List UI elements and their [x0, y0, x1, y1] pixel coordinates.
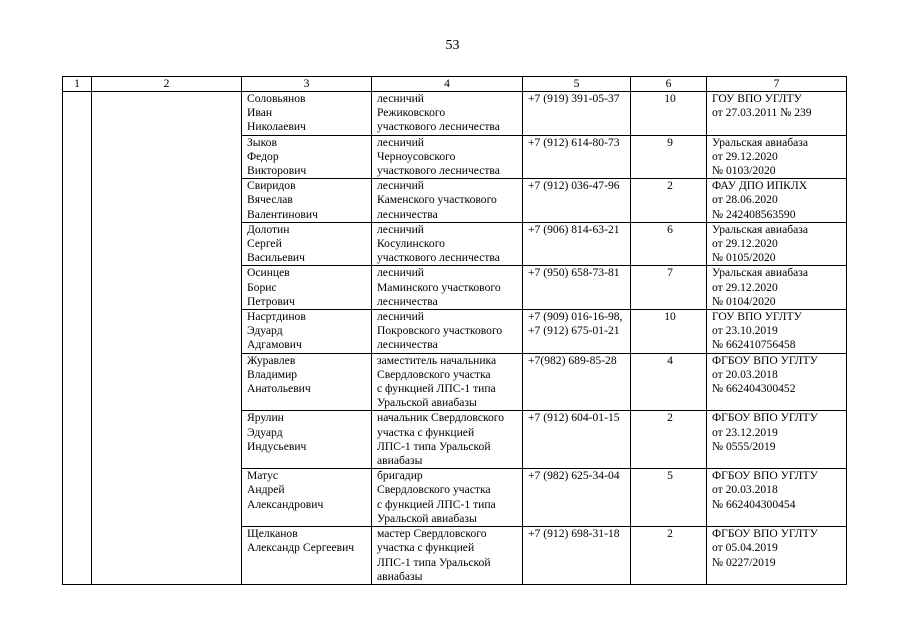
- employee-name-line: Анатольевич: [247, 382, 311, 396]
- employee-phone-line: +7 (982) 625-34-04: [528, 469, 620, 483]
- employee-hours-cell: 10: [631, 310, 707, 354]
- table-row: [63, 92, 847, 136]
- employee-name-cell: [242, 179, 372, 223]
- employee-training-line: № 242408563590: [712, 207, 796, 221]
- employee-training-cell: [707, 469, 847, 527]
- employee-name-line: Владимир: [247, 367, 298, 381]
- employee-position-cell: [372, 411, 523, 469]
- employee-hours-cell: 4: [631, 353, 707, 411]
- employee-position-line: лесничий: [377, 92, 425, 105]
- employee-position-cell: [372, 310, 523, 354]
- employee-hours-cell: 2: [631, 179, 707, 223]
- employee-phone-cell: [523, 411, 631, 469]
- employee-phone-line: +7 (909) 016-16-98,: [528, 310, 623, 324]
- employee-position-cell: [372, 179, 523, 223]
- employee-name-cell: [242, 527, 372, 585]
- col-2-blank: [92, 92, 242, 585]
- col-1-blank: [63, 92, 92, 585]
- employee-position-line: Покровского участкового: [377, 324, 503, 338]
- employee-name-line: Адгамович: [247, 338, 302, 352]
- employee-position-line: заместитель начальника: [377, 353, 497, 367]
- page-number: 53: [445, 38, 460, 53]
- employee-position-line: лесничий: [377, 266, 425, 280]
- employee-phone-line: +7 (912) 604-01-15: [528, 411, 620, 425]
- employee-training-line: № 0105/2020: [712, 251, 776, 265]
- employee-training-line: № 662404300454: [712, 497, 796, 511]
- employee-name-line: Осинцев: [247, 266, 290, 280]
- employee-training-line: Уральская авиабаза: [712, 222, 809, 236]
- employee-name-line: Андрей: [247, 483, 285, 497]
- employee-position-cell: [372, 92, 523, 136]
- employee-training-line: ГОУ ВПО УГЛТУ: [712, 92, 802, 105]
- employee-phone-cell: [523, 353, 631, 411]
- employee-hours-cell: 10: [631, 92, 707, 136]
- employee-position-line: Уральской авиабазы: [377, 396, 477, 410]
- employee-phone-cell: [523, 179, 631, 223]
- employee-position-line: участка с функцией: [377, 541, 475, 555]
- personnel-table: [62, 76, 847, 585]
- employee-training-cell: [707, 353, 847, 411]
- employee-training-cell: [707, 310, 847, 354]
- employee-name-cell: [242, 411, 372, 469]
- employee-training-line: Уральская авиабаза: [712, 266, 809, 280]
- employee-position-cell: [372, 469, 523, 527]
- employee-name-cell: [242, 469, 372, 527]
- employee-name-line: Борис: [247, 280, 277, 294]
- employee-training-cell: [707, 135, 847, 179]
- column-header: 4: [372, 77, 523, 92]
- employee-position-line: лесничий: [377, 135, 425, 149]
- employee-position-line: лесничий: [377, 179, 425, 193]
- employee-position-line: Свердловского участка: [377, 367, 491, 381]
- employee-name-line: Александр Сергеевич: [247, 541, 355, 555]
- employee-training-line: ФГБОУ ВПО УГЛТУ: [712, 527, 818, 541]
- column-header: 6: [631, 77, 707, 92]
- employee-training-line: от 20.03.2018: [712, 483, 778, 497]
- employee-name-line: Вячеслав: [247, 193, 293, 207]
- employee-training-line: ФГБОУ ВПО УГЛТУ: [712, 411, 818, 425]
- column-header: 1: [63, 77, 92, 92]
- employee-position-line: лесничества: [377, 338, 438, 352]
- employee-position-cell: [372, 266, 523, 310]
- table-header-row: [63, 77, 847, 92]
- employee-name-line: Валентинович: [247, 207, 318, 221]
- employee-position-line: бригадир: [377, 469, 423, 483]
- employee-position-line: авиабазы: [377, 569, 423, 583]
- employee-position-line: Черноусовского: [377, 149, 456, 163]
- employee-position-line: ЛПС-1 типа Уральской: [377, 555, 491, 569]
- employee-training-line: № 0227/2019: [712, 555, 776, 569]
- employee-training-cell: [707, 527, 847, 585]
- employee-training-line: от 29.12.2020: [712, 280, 778, 294]
- employee-name-line: Насртдинов: [247, 310, 306, 324]
- employee-position-line: Каменского участкового: [377, 193, 497, 207]
- employee-position-line: лесничий: [377, 222, 425, 236]
- employee-position-line: Режиковского: [377, 106, 446, 120]
- column-header: 3: [242, 77, 372, 92]
- column-header: 5: [523, 77, 631, 92]
- employee-position-line: мастер Свердловского: [377, 527, 487, 541]
- employee-position-line: с функцией ЛПС-1 типа: [377, 382, 496, 396]
- employee-name-line: Александрович: [247, 497, 324, 511]
- employee-training-line: от 29.12.2020: [712, 149, 778, 163]
- employee-name-cell: [242, 266, 372, 310]
- employee-name-cell: [242, 135, 372, 179]
- employee-name-cell: [242, 310, 372, 354]
- employee-training-line: ФГБОУ ВПО УГЛТУ: [712, 469, 818, 483]
- employee-hours-cell: 2: [631, 527, 707, 585]
- employee-training-cell: [707, 92, 847, 136]
- employee-position-cell: [372, 353, 523, 411]
- employee-phone-cell: [523, 135, 631, 179]
- employee-training-line: № 0103/2020: [712, 164, 776, 178]
- employee-training-line: № 662410756458: [712, 338, 796, 352]
- employee-training-line: ГОУ ВПО УГЛТУ: [712, 310, 802, 324]
- employee-name-line: Соловьянов: [247, 92, 306, 105]
- employee-training-line: ФГБОУ ВПО УГЛТУ: [712, 353, 818, 367]
- employee-phone-line: +7 (912) 698-31-18: [528, 527, 620, 541]
- employee-hours-cell: 7: [631, 266, 707, 310]
- employee-training-line: № 662404300452: [712, 382, 796, 396]
- employee-name-line: Долотин: [247, 222, 290, 236]
- employee-phone-cell: [523, 222, 631, 266]
- employee-position-line: лесничий: [377, 310, 425, 324]
- employee-name-line: Журавлев: [247, 353, 296, 367]
- employee-position-line: участкового лесничества: [377, 251, 500, 265]
- employee-position-line: ЛПС-1 типа Уральской: [377, 439, 491, 453]
- employee-training-line: ФАУ ДПО ИПКЛХ: [712, 179, 808, 193]
- employee-phone-line: +7 (912) 675-01-21: [528, 324, 620, 338]
- employee-position-line: Свердловского участка: [377, 483, 491, 497]
- employee-phone-line: +7 (912) 036-47-96: [528, 179, 620, 193]
- employee-hours-cell: 6: [631, 222, 707, 266]
- employee-position-line: лесничества: [377, 207, 438, 221]
- employee-phone-line: +7 (919) 391-05-37: [528, 92, 620, 105]
- employee-training-line: от 27.03.2011 № 239: [712, 106, 812, 120]
- employee-position-line: авиабазы: [377, 454, 423, 468]
- employee-training-cell: [707, 222, 847, 266]
- employee-name-line: Эдуард: [247, 425, 283, 439]
- employee-phone-cell: [523, 310, 631, 354]
- employee-hours-cell: 5: [631, 469, 707, 527]
- employee-position-cell: [372, 527, 523, 585]
- employee-position-line: участкового лесничества: [377, 120, 500, 134]
- employee-phone-cell: [523, 527, 631, 585]
- employee-name-line: Ярулин: [247, 411, 284, 425]
- employee-name-line: Федор: [247, 149, 279, 163]
- employee-position-line: Уральской авиабазы: [377, 511, 477, 525]
- employee-position-line: участка с функцией: [377, 425, 475, 439]
- employee-name-line: Эдуард: [247, 324, 283, 338]
- employee-training-line: от 29.12.2020: [712, 237, 778, 251]
- employee-position-cell: [372, 135, 523, 179]
- employee-training-cell: [707, 266, 847, 310]
- employee-training-line: от 05.04.2019: [712, 541, 778, 555]
- employee-position-line: участкового лесничества: [377, 164, 500, 178]
- employee-name-cell: [242, 92, 372, 136]
- employee-phone-line: +7 (950) 658-73-81: [528, 266, 620, 280]
- employee-name-line: Васильевич: [247, 251, 305, 265]
- employee-position-line: лесничества: [377, 294, 438, 308]
- column-header: 7: [707, 77, 847, 92]
- employee-phone-cell: [523, 469, 631, 527]
- employee-position-line: начальник Свердловского: [377, 411, 505, 425]
- employee-phone-line: +7 (912) 614-80-73: [528, 135, 620, 149]
- employee-name-cell: [242, 353, 372, 411]
- employee-phone-line: +7 (906) 814-63-21: [528, 222, 620, 236]
- employee-training-line: от 20.03.2018: [712, 367, 778, 381]
- employee-phone-line: +7(982) 689-85-28: [528, 353, 617, 367]
- employee-training-cell: [707, 179, 847, 223]
- column-header: 2: [92, 77, 242, 92]
- employee-name-line: Индусьевич: [247, 439, 307, 453]
- employee-hours-cell: 2: [631, 411, 707, 469]
- employee-name-line: Щелканов: [247, 527, 298, 541]
- employee-training-line: от 28.06.2020: [712, 193, 778, 207]
- employee-hours-cell: 9: [631, 135, 707, 179]
- employee-name-line: Матус: [247, 469, 279, 483]
- employee-training-line: от 23.12.2019: [712, 425, 778, 439]
- employee-name-line: Николаевич: [247, 120, 306, 134]
- employee-name-line: Иван: [247, 106, 273, 120]
- employee-name-line: Сергей: [247, 237, 282, 251]
- employee-training-line: Уральская авиабаза: [712, 135, 809, 149]
- employee-name-line: Свиридов: [247, 179, 296, 193]
- employee-position-cell: [372, 222, 523, 266]
- employee-name-line: Викторович: [247, 164, 307, 178]
- employee-phone-cell: [523, 92, 631, 136]
- employee-training-line: от 23.10.2019: [712, 324, 778, 338]
- employee-position-line: с функцией ЛПС-1 типа: [377, 497, 496, 511]
- employee-training-cell: [707, 411, 847, 469]
- employee-position-line: Маминского участкового: [377, 280, 501, 294]
- employee-name-line: Зыков: [247, 135, 277, 149]
- employee-phone-cell: [523, 266, 631, 310]
- employee-name-cell: [242, 222, 372, 266]
- employee-training-line: № 0555/2019: [712, 439, 776, 453]
- employee-name-line: Петрович: [247, 294, 295, 308]
- employee-training-line: № 0104/2020: [712, 294, 776, 308]
- employee-position-line: Косулинского: [377, 237, 445, 251]
